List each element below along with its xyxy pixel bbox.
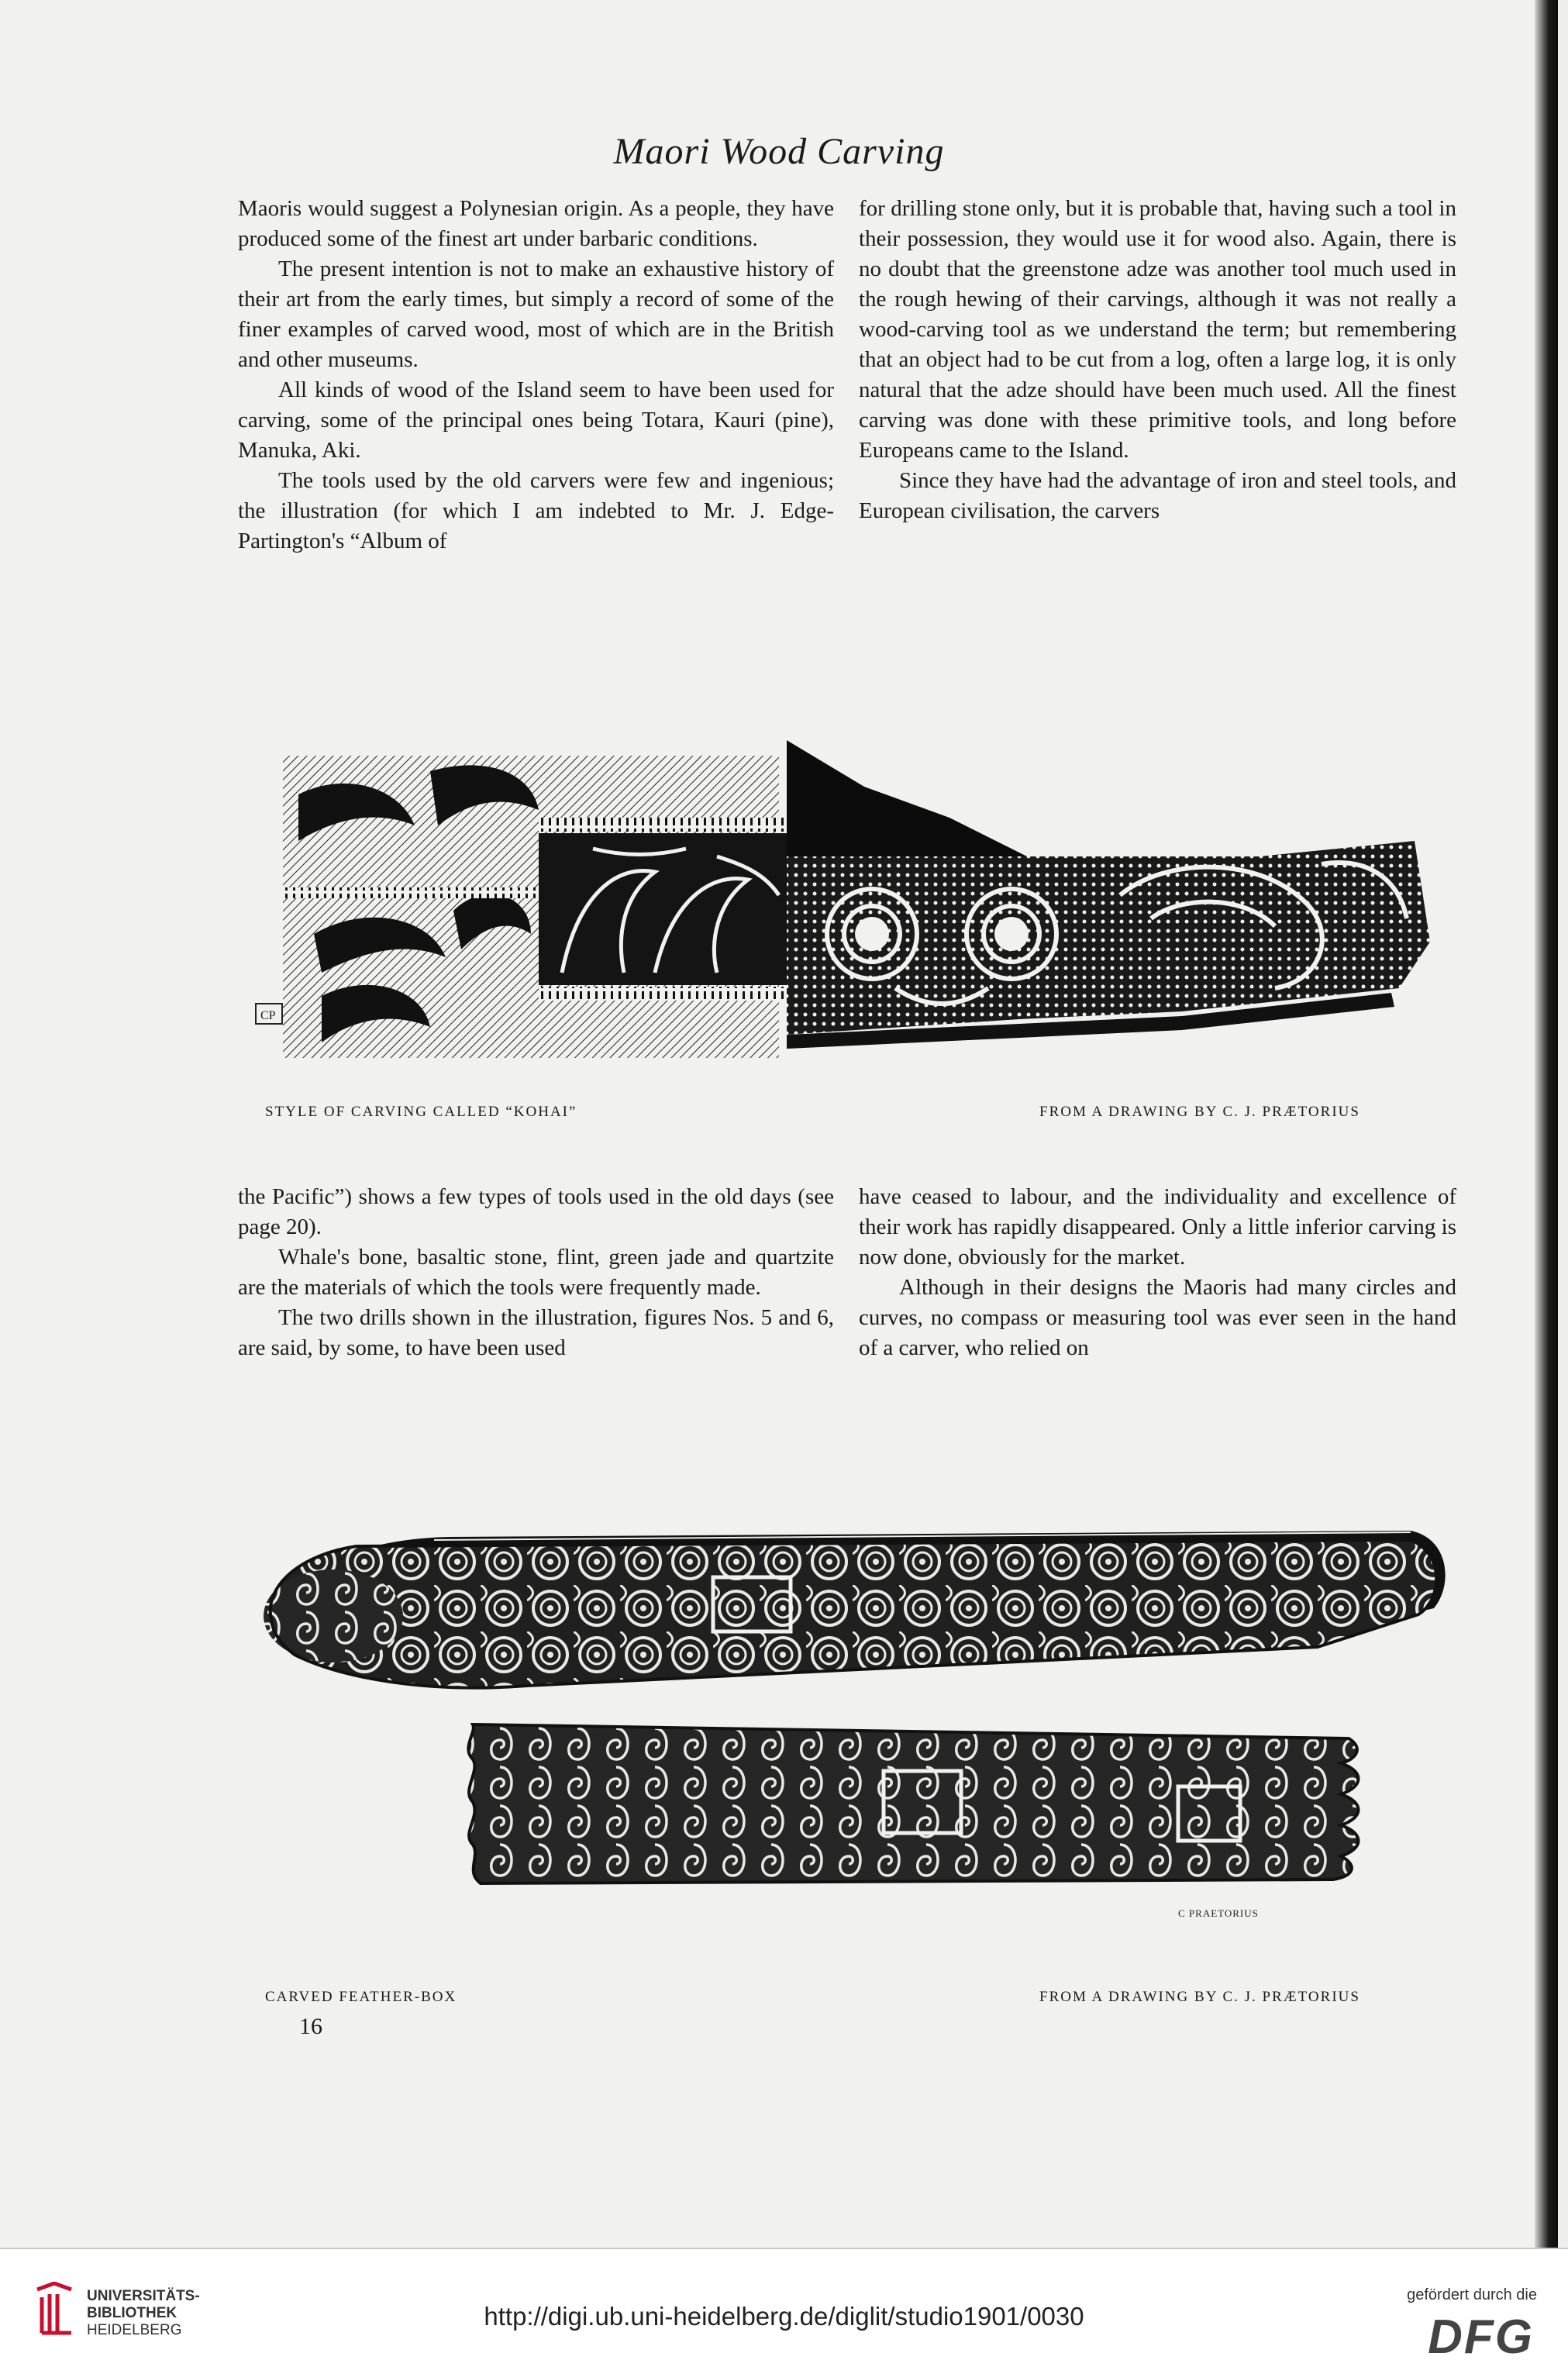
text-column-bottom-right	[859, 1182, 1456, 1363]
artist-monogram: CP	[260, 1009, 276, 1022]
library-name-line: UNIVERSITÄTS-	[87, 2288, 200, 2304]
plate-caption: CARVED FEATHER-BOX	[265, 1989, 457, 2005]
paragraph: The two drills shown in the illustration, figures Nos. 5 and 6, are said, by some, to have been used	[238, 1305, 834, 1360]
library-name-line: BIBLIOTHEK	[87, 2305, 177, 2321]
paragraph: the Pacific”) shows a few types of tools used in the old days (see page 20).	[238, 1184, 834, 1239]
kohai-carving-illustration	[252, 740, 1438, 1085]
page-number: 16	[299, 2014, 322, 2039]
feather-box-illustration	[248, 1492, 1457, 1965]
book-spine-edge	[1535, 0, 1558, 2248]
text-column-top-right	[859, 194, 1456, 526]
paragraph: Whale's bone, basaltic stone, flint, green jade and quartzite are the materials of which the tools were frequently made.	[238, 1245, 834, 1300]
paragraph: for drilling stone only, but it is probable that, having such a tool in their possession, they would use it for wood also. Again, there is no doubt that the greenstone adze was another tool much used in the rough hewing of their carvings, although it was not really a wood-carving tool as we understand the term; but remembering that an object had to be cut from a log, often a large log, it is only natural that the adze should have been much used. All the finest carving was done with these primitive tools, and long before Europeans came to the Island.	[859, 196, 1456, 463]
artist-signature: C PRAETORIUS	[1178, 1907, 1259, 1919]
sponsor-note: gefördert durch die	[1407, 2286, 1537, 2303]
library-name-line: HEIDELBERG	[87, 2322, 182, 2338]
plate-caption: STYLE OF CARVING CALLED “KOHAI”	[265, 1104, 577, 1120]
paragraph: All kinds of wood of the Island seem to have been used for carving, some of the principal ones being Totara, Kauri (pine), Manuka, Aki.	[238, 377, 834, 463]
paragraph: The present intention is not to make an exhaustive history of their art from the early times, but simply a record of some of the finer examples of carved wood, most of which are in the British and other museums.	[238, 257, 834, 372]
paragraph: Since they have had the advantage of iron and steel tools, and European civilisation, the carvers	[859, 468, 1456, 523]
paragraph: Although in their designs the Maoris had many circles and curves, no compass or measuring tool was ever seen in the hand of a carver, who relied on	[859, 1275, 1456, 1360]
plate-credit: FROM A DRAWING BY C. J. PRÆTORIUS	[1039, 1104, 1360, 1120]
text-column-top-left	[238, 194, 834, 556]
viewer-footer	[0, 2248, 1568, 2367]
running-head: Maori Wood Carving	[613, 131, 945, 172]
paragraph: The tools used by the old carvers were few and ingenious; the illustration (for which I am indebted to Mr. J. Edge-Partington's “Album of	[238, 468, 834, 553]
paragraph: have ceased to labour, and the individuality and excellence of their work has rapidly disappeared. Only a little inferior carving is now done, obviously for the market.	[859, 1184, 1456, 1270]
text-column-bottom-left	[238, 1182, 834, 1363]
permalink-url[interactable]: http://digi.ub.uni-heidelberg.de/diglit/studio1901/0030	[484, 2302, 1084, 2331]
plate-credit: FROM A DRAWING BY C. J. PRÆTORIUS	[1039, 1989, 1360, 2005]
paragraph: Maoris would suggest a Polynesian origin. As a people, they have produced some of the finest art under barbaric conditions.	[238, 196, 834, 251]
dfg-logo: DFG	[1428, 2310, 1534, 2364]
